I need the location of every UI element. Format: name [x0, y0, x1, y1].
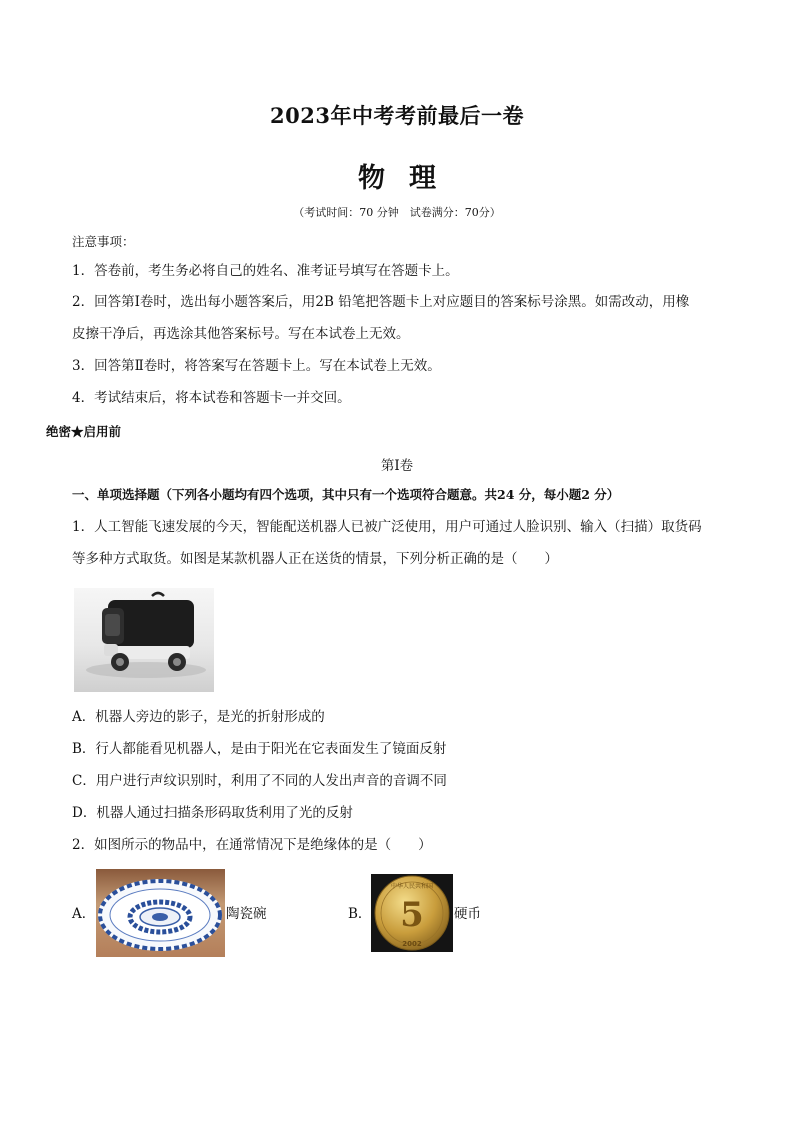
- subject-title: 物理: [358, 163, 460, 194]
- robot-illustration: [74, 588, 214, 692]
- coin-year: 2002: [402, 940, 422, 948]
- q1-stem-line1: 1．人工智能飞速发展的今天，智能配送机器人已被广泛使用，用户可通过人脸识别、输入（扫描）取货码: [72, 519, 702, 535]
- q2-option-a-text: 陶瓷碗: [226, 906, 267, 922]
- q1-option-d: D．机器人通过扫描条形码取货利用了光的反射: [72, 805, 353, 821]
- note-item-2-cont: 皮擦干净后，再选涂其他答案标号。写在本试卷上无效。: [72, 326, 410, 342]
- coin-illustration: [371, 874, 453, 952]
- q1-option-c: C．用户进行声纹识别时，利用了不同的人发出声音的音调不同: [72, 773, 447, 789]
- q1-option-a: A．机器人旁边的影子，是光的折射形成的: [72, 709, 325, 725]
- ceramic-bowl-image: [96, 869, 225, 957]
- q1-option-b: B．行人都能看见机器人，是由于阳光在它表面发生了镜面反射: [72, 741, 447, 757]
- secret-label: 绝密★启用前: [46, 424, 122, 439]
- part-heading: 一、单项选择题（下列各小题均有四个选项，其中只有一个选项符合题意。共24 分，每小题2 分）: [72, 487, 620, 502]
- note-item-1: 1．答卷前，考生务必将自己的姓名、准考证号填写在答题卡上。: [72, 263, 459, 279]
- q2-option-b-text: 硬币: [454, 906, 481, 922]
- q2-option-a-letter: A．: [72, 906, 96, 922]
- delivery-robot-image: [74, 588, 214, 692]
- coin-inscription: 中华人民共和国: [390, 883, 434, 890]
- note-item-3: 3．回答第Ⅱ卷时，将答案写在答题卡上。写在本试卷上无效。: [72, 358, 441, 374]
- bowl-illustration: [96, 869, 225, 957]
- coin-value: 5: [400, 895, 424, 935]
- notes-heading: 注意事项：: [72, 234, 135, 249]
- paper-title: 2023年中考考前最后一卷: [270, 103, 524, 128]
- volume-heading: 第Ⅰ卷: [380, 458, 414, 474]
- exam-info: （考试时间：70 分钟 试卷满分：70分）: [293, 206, 501, 219]
- q1-stem-line2: 等多种方式取货。如图是某款机器人正在送货的情景，下列分析正确的是（ ）: [72, 551, 558, 567]
- note-item-2: 2．回答第Ⅰ卷时，选出每小题答案后，用2B 铅笔把答题卡上对应题目的答案标号涂黑。如需改动，用橡: [72, 294, 690, 310]
- q2-option-b-letter: B．: [348, 906, 372, 922]
- q2-stem: 2．如图所示的物品中，在通常情况下是绝缘体的是（ ）: [72, 837, 432, 853]
- note-item-4: 4．考试结束后，将本试卷和答题卡一并交回。: [72, 390, 351, 406]
- coin-image: [371, 874, 453, 952]
